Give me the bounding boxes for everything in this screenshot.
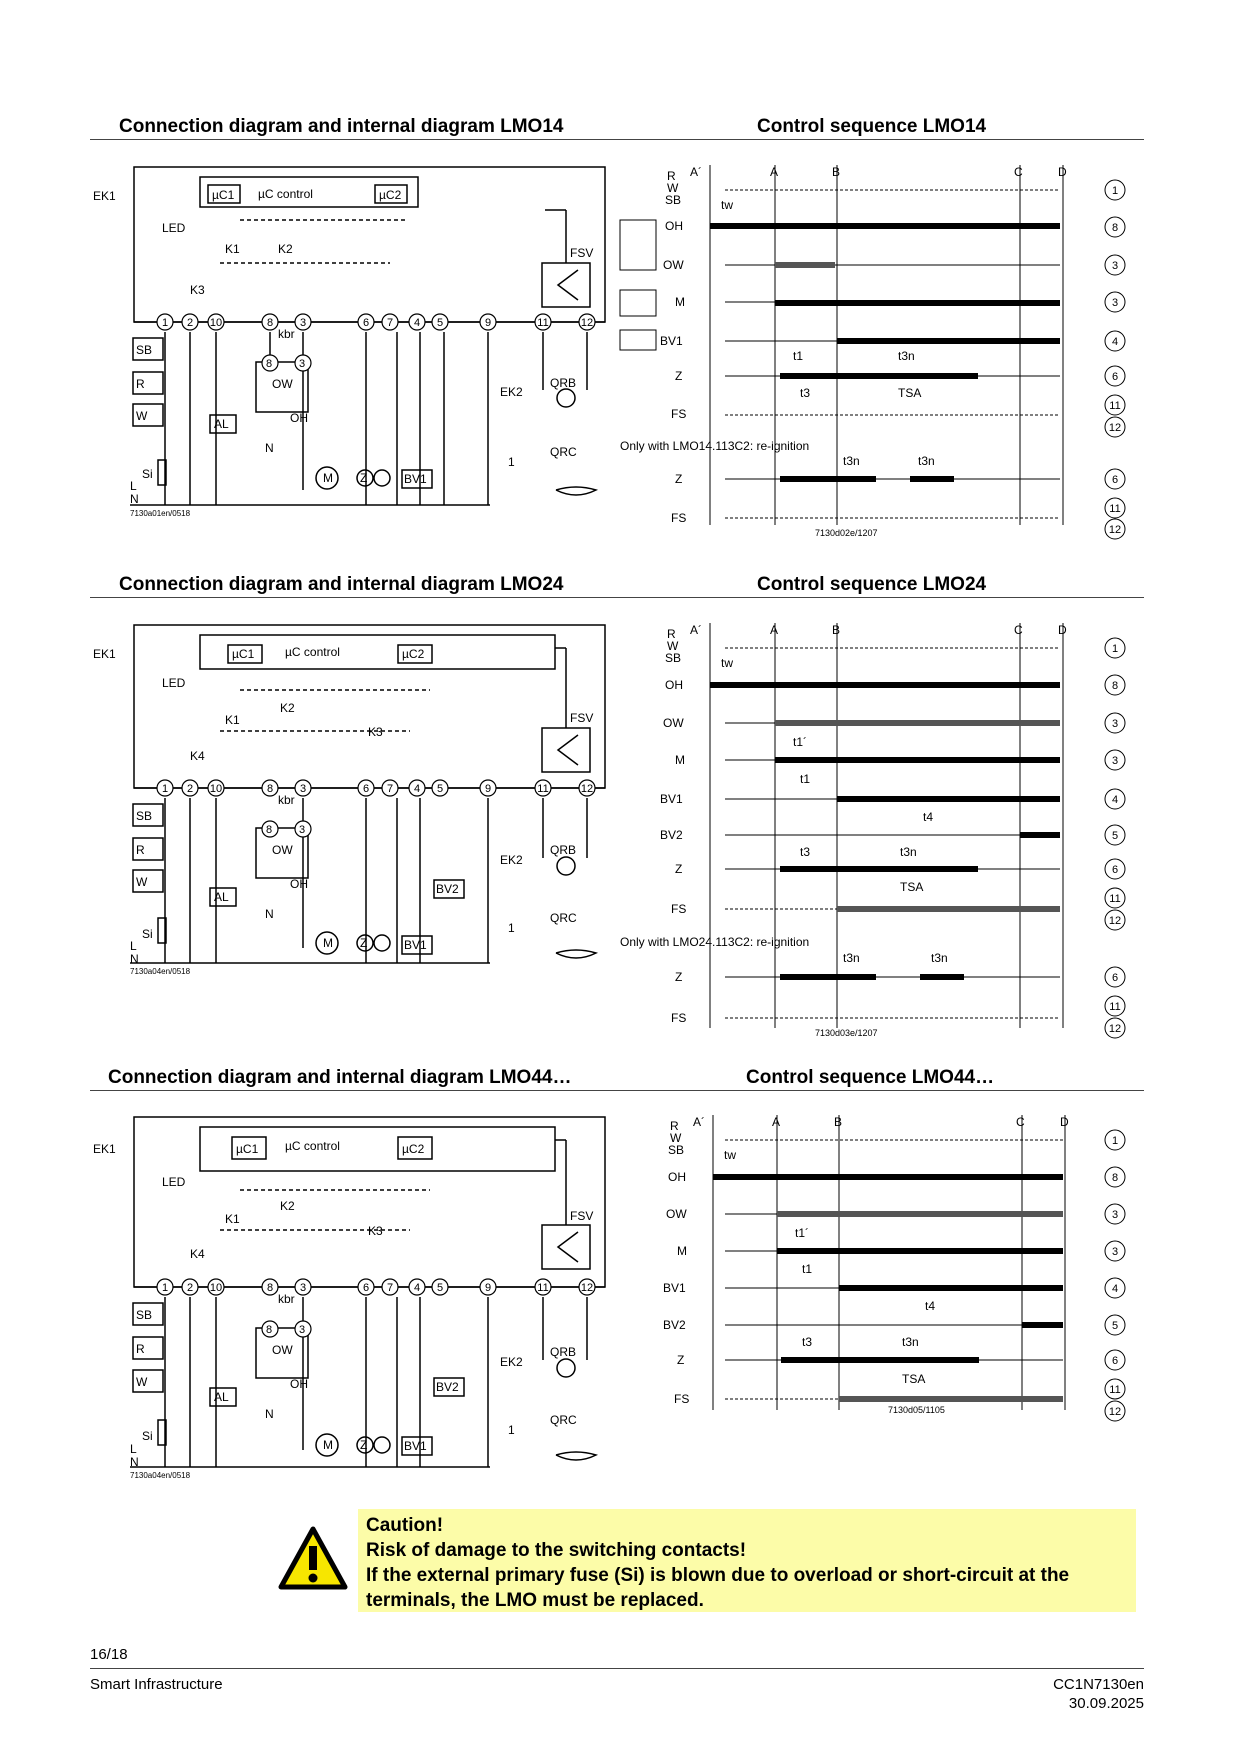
seq-fs-2: FS: [671, 1011, 687, 1025]
label-si: Si: [142, 467, 153, 481]
seq-terminal-8: 8: [1111, 222, 1119, 234]
seq-terminal-5: 5: [1111, 830, 1119, 842]
seq-terminal-3a: 3: [1111, 1209, 1119, 1221]
seq-ow: OW: [666, 1207, 687, 1221]
terminal-7: 7: [386, 317, 394, 329]
label-r: R: [136, 377, 145, 391]
label-al: AL: [214, 890, 229, 904]
label-w: W: [136, 875, 148, 889]
seq-terminal-3b: 3: [1111, 297, 1119, 309]
warning-icon: [278, 1526, 348, 1590]
terminal-12: 12: [580, 317, 594, 329]
label-qrc: QRC: [550, 445, 577, 459]
terminal-2: 2: [186, 317, 194, 329]
seq-terminal-12b: 12: [1108, 524, 1122, 536]
label-k3: K3: [368, 725, 383, 739]
seq-w: W: [667, 181, 679, 195]
diagram-id: 7130a04en/0518: [130, 1471, 191, 1480]
label-l: L: [130, 1442, 137, 1456]
label-oh: OH: [290, 877, 308, 891]
seq-terminal-6: 6: [1111, 1355, 1119, 1367]
label-n: N: [130, 1455, 139, 1469]
terminal-9: 9: [484, 783, 492, 795]
seq-c: C: [1014, 623, 1023, 637]
label-uc-control: µC control: [258, 187, 313, 201]
caution-line-4: terminals, the LMO must be replaced.: [366, 1590, 704, 1611]
seq-t3: t3: [802, 1335, 813, 1349]
label-w: W: [136, 1375, 148, 1389]
control-sequence-lmo44: [615, 1110, 1145, 1430]
seq-terminal-11: 11: [1109, 400, 1121, 412]
seq-a: A: [772, 1115, 781, 1129]
label-n-oh: N: [265, 1407, 274, 1421]
label-bv1: BV1: [404, 1439, 427, 1453]
label-one: 1: [508, 1423, 515, 1437]
seq-terminal-12b: 12: [1108, 1023, 1122, 1035]
control-sequence-lmo14: [615, 160, 1145, 540]
terminal-4: 4: [413, 1282, 421, 1294]
seq-terminal-1: 1: [1111, 185, 1119, 197]
seq-terminal-6: 6: [1111, 864, 1119, 876]
label-led: LED: [162, 1175, 186, 1189]
label-r: R: [136, 1342, 145, 1356]
seq-z-2: Z: [675, 472, 683, 486]
terminal-11: 11: [537, 1282, 549, 1294]
label-uc-control: µC control: [285, 1139, 340, 1153]
caution-heading: Caution!: [366, 1515, 444, 1536]
terminal-12: 12: [580, 783, 594, 795]
seq-m: M: [677, 1244, 687, 1258]
label-qrc: QRC: [550, 1413, 577, 1427]
section-rule: [90, 139, 1144, 140]
label-ek1: EK1: [93, 647, 116, 661]
seq-oh: OH: [665, 678, 683, 692]
label-ek1: EK1: [93, 189, 116, 203]
connection-title-lmo44: Connection diagram and internal diagram LMO44…: [108, 1067, 572, 1088]
label-sb: SB: [136, 809, 153, 823]
seq-fs: FS: [671, 902, 687, 916]
terminal-5: 5: [436, 317, 444, 329]
seq-w: W: [670, 1131, 682, 1145]
seq-d: D: [1060, 1115, 1069, 1129]
label-bv1: BV1: [404, 472, 427, 486]
label-l: L: [130, 479, 137, 493]
caution-line-3: If the external primary fuse (Si) is blown due to overload or short-circuit at the: [366, 1565, 1070, 1586]
label-w: W: [136, 409, 148, 423]
connection-title-lmo14: Connection diagram and internal diagram LMO14: [119, 116, 564, 137]
label-uc2: µC2: [402, 647, 425, 661]
label-k2: K2: [280, 1199, 295, 1213]
sequence-id: 7130d05/1105: [888, 1405, 945, 1415]
label-k1: K1: [225, 242, 240, 256]
seq-terminal-3b: 3: [1111, 1246, 1119, 1258]
seq-bv1: BV1: [660, 334, 683, 348]
terminal-2: 2: [186, 1282, 194, 1294]
terminal-5: 5: [436, 1282, 444, 1294]
label-one: 1: [508, 455, 515, 469]
label-n-oh: N: [265, 907, 274, 921]
seq-a: A: [770, 165, 779, 179]
label-ow: OW: [272, 843, 293, 857]
seq-r: R: [667, 627, 676, 641]
seq-terminal-8: 8: [1111, 680, 1119, 692]
connection-diagram-lmo44: [90, 1110, 615, 1480]
footer-rule: [90, 1668, 1144, 1669]
terminal-3: 3: [299, 783, 307, 795]
terminal-7: 7: [386, 1282, 394, 1294]
seq-sb: SB: [668, 1143, 685, 1157]
label-qrc: QRC: [550, 911, 577, 925]
seq-t3n-2: t3n: [843, 454, 860, 468]
label-fsv: FSV: [570, 246, 594, 260]
label-oh-8: 8: [266, 1324, 273, 1336]
seq-tw: tw: [724, 1148, 736, 1162]
terminal-6: 6: [362, 1282, 370, 1294]
label-k2: K2: [278, 242, 293, 256]
label-n: N: [130, 952, 139, 966]
label-k3: K3: [368, 1224, 383, 1238]
caution-box: [358, 1509, 1136, 1612]
seq-c: C: [1016, 1115, 1025, 1129]
label-oh-3: 3: [299, 1324, 306, 1336]
label-m: M: [323, 471, 333, 485]
terminal-3: 3: [299, 317, 307, 329]
terminal-8: 8: [266, 1282, 274, 1294]
label-al: AL: [214, 1390, 229, 1404]
footer-doc-id: CC1N7130en: [1053, 1676, 1144, 1693]
seq-terminal-6: 6: [1111, 371, 1119, 383]
label-qrb: QRB: [550, 843, 577, 857]
seq-t3n-3: t3n: [931, 951, 948, 965]
terminal-8: 8: [266, 783, 274, 795]
section-rule: [90, 1090, 1144, 1091]
seq-reignition: Only with LMO14.113C2: re-ignition: [620, 439, 810, 453]
seq-terminal-3a: 3: [1111, 260, 1119, 272]
seq-t3: t3: [800, 386, 811, 400]
seq-b: B: [832, 165, 841, 179]
caution-line-2: Risk of damage to the switching contacts!: [366, 1540, 747, 1561]
terminal-7: 7: [386, 783, 394, 795]
label-oh-3: 3: [299, 824, 306, 836]
seq-terminal-11b: 11: [1109, 503, 1121, 515]
label-ek2: EK2: [500, 1355, 523, 1369]
label-fsv: FSV: [570, 1209, 594, 1223]
label-k4: K4: [190, 1247, 205, 1261]
label-si: Si: [142, 927, 153, 941]
label-kbr: kbr: [278, 1292, 295, 1306]
section-rule: [90, 597, 1144, 598]
seq-terminal-6b: 6: [1111, 474, 1119, 486]
label-uc-control: µC control: [285, 645, 340, 659]
seq-tsa: TSA: [898, 386, 922, 400]
terminal-8: 8: [266, 317, 274, 329]
label-oh: OH: [290, 411, 308, 425]
label-ek1: EK1: [93, 1142, 116, 1156]
label-oh: OH: [290, 1377, 308, 1391]
connection-title-lmo24: Connection diagram and internal diagram LMO24: [119, 574, 564, 595]
seq-tsa: TSA: [900, 880, 924, 894]
label-fsv: FSV: [570, 711, 594, 725]
seq-tw: tw: [721, 656, 733, 670]
label-sb: SB: [136, 1308, 153, 1322]
label-uc2: µC2: [402, 1142, 425, 1156]
seq-tw: tw: [721, 198, 733, 212]
label-l: L: [130, 939, 137, 953]
label-kbr: kbr: [278, 327, 295, 341]
terminal-1: 1: [161, 783, 169, 795]
seq-bv1: BV1: [663, 1281, 686, 1295]
label-al: AL: [214, 417, 229, 431]
seq-a-prime: A´: [693, 1115, 705, 1129]
label-oh-8: 8: [266, 824, 273, 836]
seq-reignition: Only with LMO24.113C2: re-ignition: [620, 935, 810, 949]
seq-t3n-3: t3n: [918, 454, 935, 468]
label-k3: K3: [190, 283, 205, 297]
label-ek2: EK2: [500, 853, 523, 867]
seq-t1p: t1´: [793, 735, 808, 749]
seq-r: R: [670, 1119, 679, 1133]
seq-t4: t4: [923, 810, 934, 824]
label-bv2: BV2: [436, 882, 459, 896]
seq-t1p: t1´: [795, 1226, 810, 1240]
terminal-5: 5: [436, 783, 444, 795]
terminal-12: 12: [580, 1282, 594, 1294]
seq-terminal-11: 11: [1109, 893, 1121, 905]
terminal-10: 10: [209, 783, 223, 795]
seq-terminal-1: 1: [1111, 643, 1119, 655]
seq-d: D: [1058, 623, 1067, 637]
label-qrb: QRB: [550, 1345, 577, 1359]
seq-terminal-11b: 11: [1109, 1001, 1121, 1013]
seq-terminal-8: 8: [1111, 1172, 1119, 1184]
connection-diagram-lmo24: [90, 618, 615, 978]
seq-a-prime: A´: [690, 623, 702, 637]
seq-terminal-4: 4: [1111, 336, 1119, 348]
seq-oh: OH: [665, 219, 683, 233]
terminal-6: 6: [362, 317, 370, 329]
label-k2: K2: [280, 701, 295, 715]
seq-terminal-6b: 6: [1111, 972, 1119, 984]
seq-t3n: t3n: [900, 845, 917, 859]
seq-c: C: [1014, 165, 1023, 179]
connection-diagram-lmo14: [90, 160, 615, 520]
label-n-oh: N: [265, 441, 274, 455]
terminal-4: 4: [413, 317, 421, 329]
label-one: 1: [508, 921, 515, 935]
seq-terminal-4: 4: [1111, 1283, 1119, 1295]
label-uc1: µC1: [232, 647, 255, 661]
label-sb: SB: [136, 343, 153, 357]
label-si: Si: [142, 1429, 153, 1443]
seq-terminal-12: 12: [1108, 915, 1122, 927]
terminal-2: 2: [186, 783, 194, 795]
seq-bv2: BV2: [663, 1318, 686, 1332]
label-oh-8: 8: [266, 358, 273, 370]
seq-ow: OW: [663, 258, 684, 272]
sequence-title-lmo14: Control sequence LMO14: [757, 116, 987, 137]
label-led: LED: [162, 221, 186, 235]
seq-m: M: [675, 753, 685, 767]
seq-terminal-12: 12: [1108, 422, 1122, 434]
terminal-10: 10: [209, 1282, 223, 1294]
label-uc1: µC1: [236, 1142, 259, 1156]
seq-terminal-3a: 3: [1111, 718, 1119, 730]
seq-terminal-1: 1: [1111, 1135, 1119, 1147]
seq-terminal-5: 5: [1111, 1320, 1119, 1332]
seq-terminal-11: 11: [1109, 1384, 1121, 1396]
label-kbr: kbr: [278, 793, 295, 807]
label-n: N: [130, 492, 139, 506]
seq-fs: FS: [671, 407, 687, 421]
seq-z: Z: [675, 862, 683, 876]
label-k1: K1: [225, 713, 240, 727]
label-bv2: BV2: [436, 1380, 459, 1394]
seq-sb: SB: [665, 651, 682, 665]
label-uc2: µC2: [379, 188, 402, 202]
terminal-6: 6: [362, 783, 370, 795]
diagram-id: 7130a01en/0518: [130, 509, 191, 518]
label-m: M: [323, 936, 333, 950]
seq-t1: t1: [802, 1262, 813, 1276]
terminal-4: 4: [413, 783, 421, 795]
seq-a-prime: A´: [690, 165, 702, 179]
seq-terminal-12: 12: [1108, 1406, 1122, 1418]
label-z: Z: [360, 1438, 368, 1452]
seq-t1: t1: [793, 349, 804, 363]
seq-terminal-3b: 3: [1111, 755, 1119, 767]
footer-date: 30.09.2025: [1068, 1695, 1144, 1712]
label-uc1: µC1: [212, 188, 235, 202]
seq-t3n: t3n: [898, 349, 915, 363]
seq-a: A: [770, 623, 779, 637]
seq-z: Z: [677, 1353, 685, 1367]
label-m: M: [323, 1438, 333, 1452]
terminal-11: 11: [537, 317, 549, 329]
label-z: Z: [360, 471, 368, 485]
page-number: 16/18: [90, 1646, 128, 1663]
seq-t1: t1: [800, 772, 811, 786]
terminal-10: 10: [209, 317, 223, 329]
label-ek2: EK2: [500, 385, 523, 399]
control-sequence-lmo24: [615, 618, 1145, 1043]
seq-fs-2: FS: [671, 511, 687, 525]
seq-b: B: [834, 1115, 843, 1129]
seq-terminal-4: 4: [1111, 794, 1119, 806]
terminal-1: 1: [161, 1282, 169, 1294]
diagram-id: 7130a04en/0518: [130, 967, 191, 976]
label-led: LED: [162, 676, 186, 690]
label-k1: K1: [225, 1212, 240, 1226]
seq-fs: FS: [674, 1392, 690, 1406]
sequence-title-lmo24: Control sequence LMO24: [757, 574, 987, 595]
label-oh-3: 3: [299, 358, 306, 370]
seq-r: R: [667, 169, 676, 183]
label-ow: OW: [272, 1343, 293, 1357]
sequence-id: 7130d03e/1207: [815, 1028, 878, 1038]
terminal-9: 9: [484, 317, 492, 329]
seq-oh: OH: [668, 1170, 686, 1184]
terminal-1: 1: [161, 317, 169, 329]
seq-ow: OW: [663, 716, 684, 730]
seq-z: Z: [675, 369, 683, 383]
seq-t4: t4: [925, 1299, 936, 1313]
seq-d: D: [1058, 165, 1067, 179]
seq-m: M: [675, 295, 685, 309]
seq-bv2: BV2: [660, 828, 683, 842]
label-ow: OW: [272, 377, 293, 391]
label-bv1: BV1: [404, 938, 427, 952]
terminal-11: 11: [537, 783, 549, 795]
sequence-title-lmo44: Control sequence LMO44…: [746, 1067, 995, 1088]
seq-z-2: Z: [675, 970, 683, 984]
sequence-id: 7130d02e/1207: [815, 528, 878, 538]
seq-w: W: [667, 639, 679, 653]
seq-t3n-2: t3n: [843, 951, 860, 965]
label-z: Z: [360, 936, 368, 950]
seq-t3n: t3n: [902, 1335, 919, 1349]
seq-bv1: BV1: [660, 792, 683, 806]
label-k4: K4: [190, 749, 205, 763]
terminal-3: 3: [299, 1282, 307, 1294]
label-qrb: QRB: [550, 376, 577, 390]
seq-t3: t3: [800, 845, 811, 859]
terminal-9: 9: [484, 1282, 492, 1294]
seq-b: B: [832, 623, 841, 637]
label-r: R: [136, 843, 145, 857]
seq-tsa: TSA: [902, 1372, 926, 1386]
seq-sb: SB: [665, 193, 682, 207]
footer-company: Smart Infrastructure: [90, 1676, 223, 1693]
